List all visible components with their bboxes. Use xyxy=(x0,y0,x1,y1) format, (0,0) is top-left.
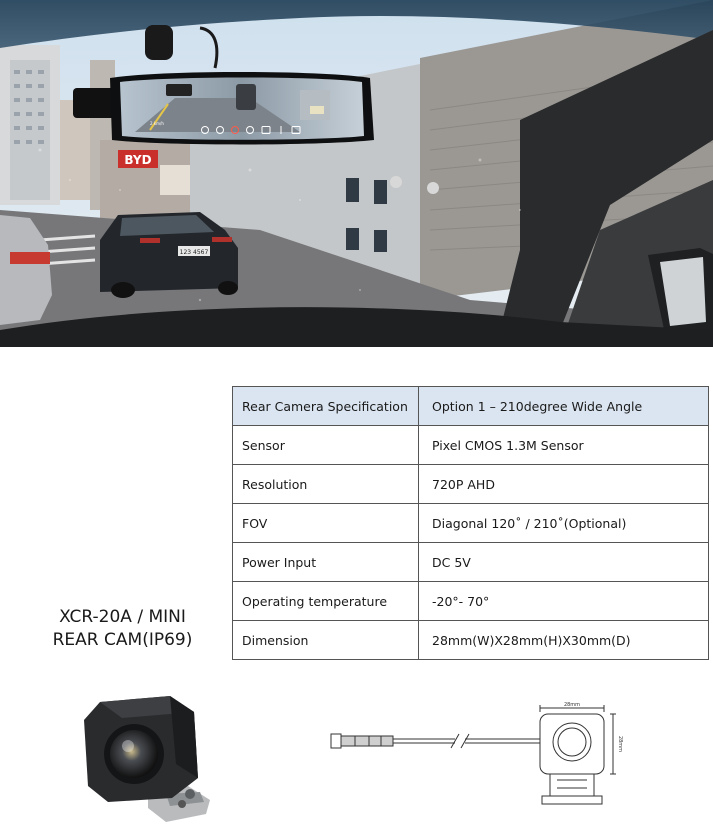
dimension-drawing xyxy=(325,700,625,815)
spec-label: Operating temperature xyxy=(233,582,419,621)
storefront-sign: BYD xyxy=(124,153,152,167)
spec-row-resolution xyxy=(233,465,709,504)
spec-value: Pixel CMOS 1.3M Sensor xyxy=(419,426,709,465)
rearview-mirror-dashcam xyxy=(73,72,374,145)
product-title-line1: XCR-20A / MINI xyxy=(59,607,186,627)
mirror-speed-label: 2 km/h xyxy=(150,121,164,126)
car-interior-scene xyxy=(0,0,713,347)
spec-row-dimension xyxy=(233,621,709,660)
spec-header-label: Rear Camera Specification xyxy=(233,387,419,426)
spec-value: -20°- 70° xyxy=(419,582,709,621)
storefront xyxy=(100,140,195,220)
product-title-line2: REAR CAM(IP69) xyxy=(52,630,193,650)
spec-value: 28mm(W)X28mm(H)X30mm(D) xyxy=(419,621,709,660)
spec-row-sensor xyxy=(233,426,709,465)
drawing-height-label: 28mm xyxy=(617,735,623,753)
product-title xyxy=(20,606,225,652)
spec-label: FOV xyxy=(233,504,419,543)
black-sedan xyxy=(100,212,238,298)
spec-label: Resolution xyxy=(233,465,419,504)
spec-table-header-row xyxy=(233,387,709,426)
spec-header-value: Option 1 – 210degree Wide Angle xyxy=(419,387,709,426)
spec-label: Power Input xyxy=(233,543,419,582)
spec-value: Diagonal 120˚ / 210˚(Optional) xyxy=(419,504,709,543)
spec-row-power-input xyxy=(233,543,709,582)
car-plate: 123 4567 xyxy=(179,249,209,256)
spec-table xyxy=(232,386,709,660)
spec-value: DC 5V xyxy=(419,543,709,582)
car-interior-photo xyxy=(0,0,713,347)
spec-label: Sensor xyxy=(233,426,419,465)
spec-label: Dimension xyxy=(233,621,419,660)
spec-row-operating-temperature xyxy=(233,582,709,621)
spec-row-fov xyxy=(233,504,709,543)
rear-camera-photo xyxy=(78,690,218,830)
apartment-buildings xyxy=(0,45,115,210)
spec-value: 720P AHD xyxy=(419,465,709,504)
drawing-width-label: 28mm xyxy=(563,702,581,708)
